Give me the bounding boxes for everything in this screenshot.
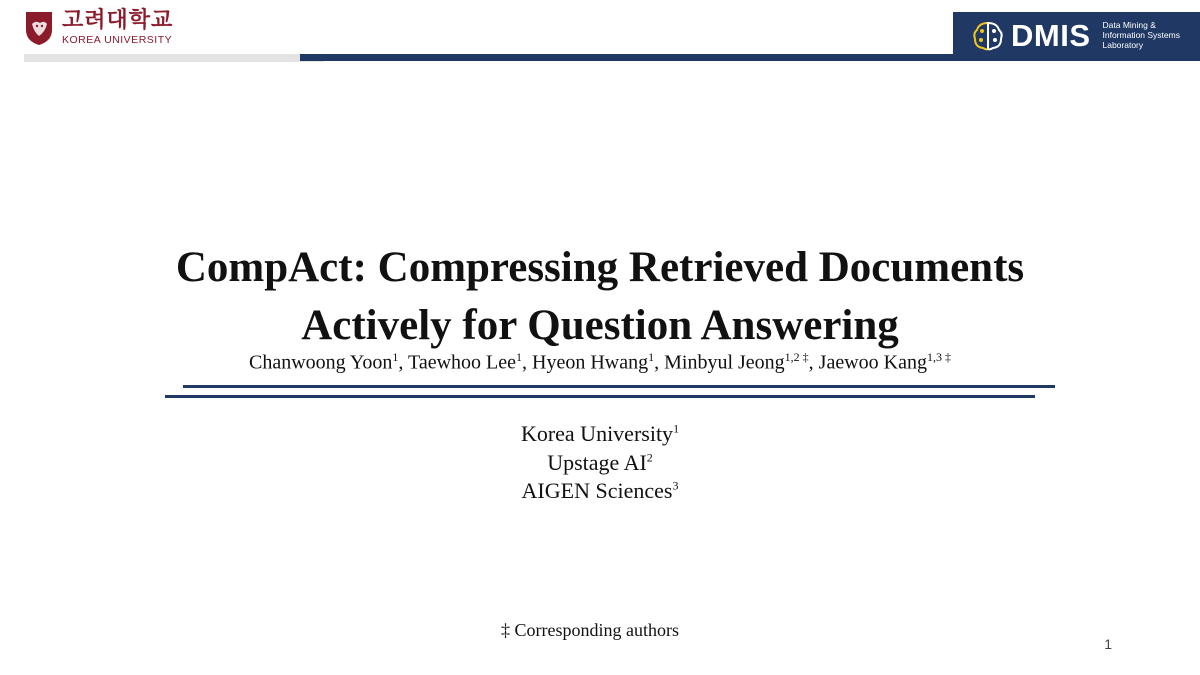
title-rule-upper (183, 385, 1055, 388)
affiliation (0, 450, 1200, 476)
affiliation (0, 478, 1200, 504)
page-number: 1 (1104, 636, 1112, 652)
slide-title-line-1: CompAct: Compressing Retrieved Documents (175, 244, 1025, 291)
title-rule-lower (165, 395, 1035, 398)
affiliation (0, 421, 1200, 447)
university-name-english: KOREA UNIVERSITY (62, 34, 173, 47)
affiliation-superscript: 3 (672, 478, 679, 493)
korea-university-logo (24, 10, 173, 46)
affiliation-superscript: 1 (673, 421, 680, 436)
affiliation-name: Korea University (520, 421, 674, 446)
author-name: Chanwoong Yoon (249, 351, 393, 374)
tiger-shield-icon (24, 10, 54, 46)
header-divider-gray (24, 54, 324, 62)
author-name: Minbyul Jeong (664, 351, 785, 374)
affiliation-superscript: 2 (646, 450, 653, 465)
author-superscript: 1 (516, 350, 523, 364)
dmis-lab-logo (953, 12, 1200, 60)
author-name: Taewhoo Lee (408, 351, 517, 374)
author-superscript: 1,3 ‡ (926, 350, 951, 364)
lab-description-line: Data Mining & (1102, 20, 1156, 31)
author-superscript: 1,2 ‡ (784, 350, 809, 364)
author-list: Chanwoong Yoon$^1$, Taewhoo Lee$^1$, Hyeon Hwang$^1$, Minbyul Jeong$^{1,2 \ddagger}$, Jaewoo Kang$^{1,3 \ddagger}$ (249, 350, 951, 374)
slide-title-line-2: Actively for Question Answering (301, 302, 899, 349)
lab-description-line: Information Systems (1102, 30, 1180, 41)
author-superscript: 1 (392, 350, 399, 364)
lab-description (1103, 21, 1180, 50)
author-name: Hyeon Hwang (532, 351, 649, 374)
university-name-korean: 고려대학교 (62, 8, 174, 34)
brain-circuit-icon (971, 19, 1005, 53)
affiliation-name: Upstage AI (547, 450, 647, 475)
author-name: Jaewoo Kang (818, 351, 927, 374)
author-superscript: 1 (648, 350, 655, 364)
affiliation-name: AIGEN Sciences (521, 478, 673, 503)
corresponding-authors-footnote: ‡ Corresponding authors (501, 620, 679, 640)
lab-name: DMIS (1011, 18, 1091, 53)
lab-description-line: Laboratory (1102, 39, 1144, 50)
